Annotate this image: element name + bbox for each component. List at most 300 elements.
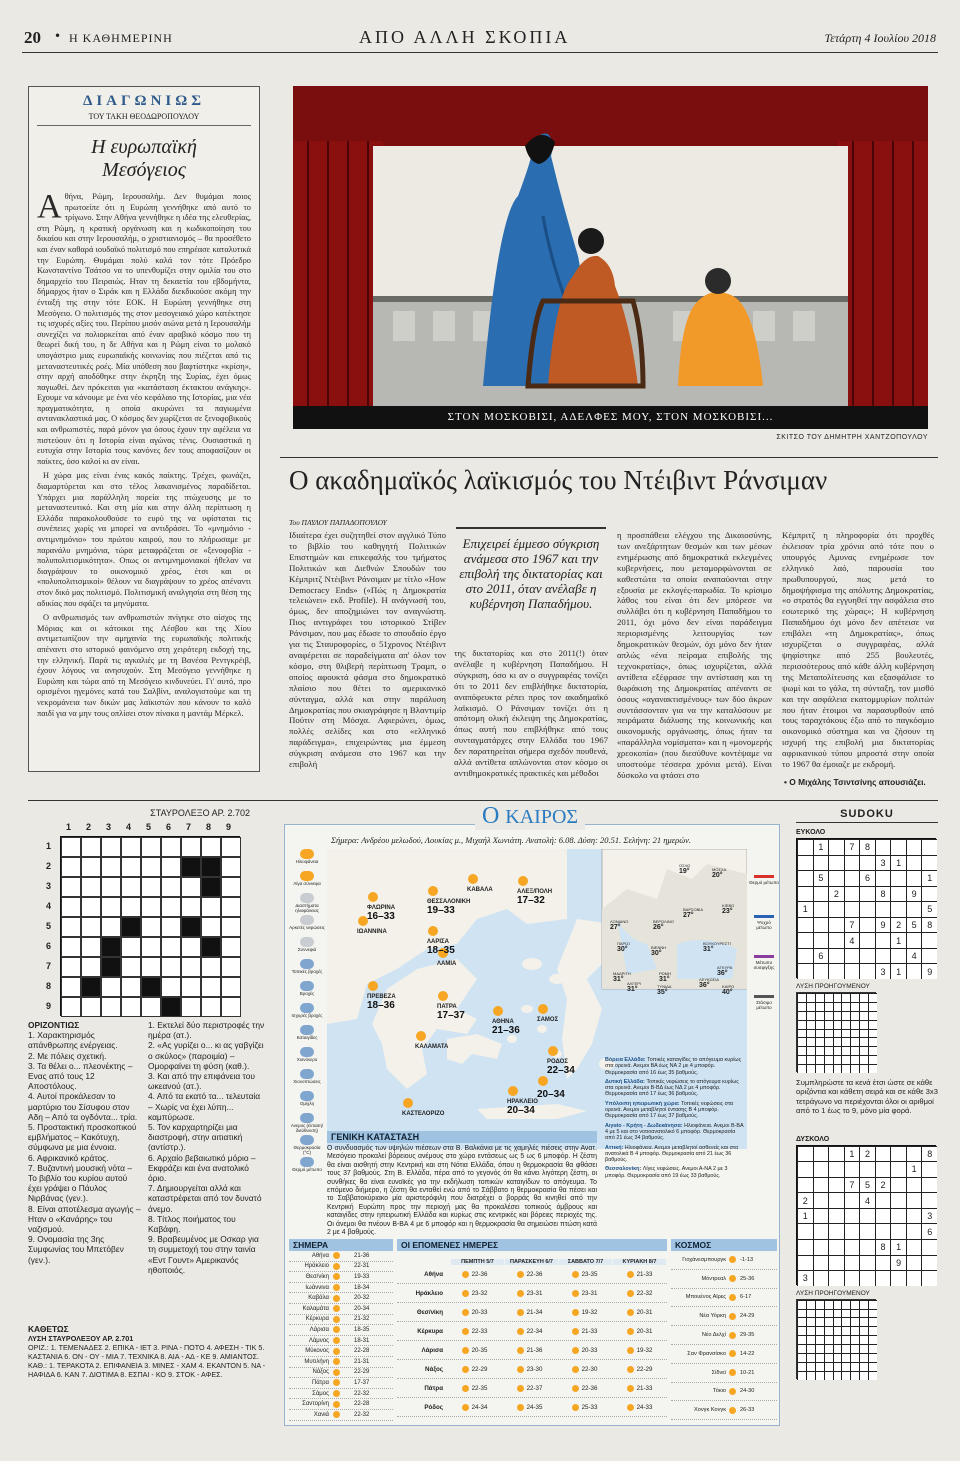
sudoku-cell xyxy=(824,1002,833,1011)
sudoku-cell[interactable] xyxy=(906,1146,922,1162)
crossword-cell[interactable] xyxy=(121,877,141,897)
sudoku-cell[interactable]: 4 xyxy=(906,948,922,964)
crossword-black-cell xyxy=(141,977,161,997)
sudoku-easy-grid[interactable] xyxy=(796,838,936,978)
sudoku-cell[interactable] xyxy=(828,1146,844,1162)
crossword-col-number: 5 xyxy=(146,822,152,832)
sudoku-cell xyxy=(824,1037,833,1046)
sudoku-cell[interactable] xyxy=(797,1255,813,1271)
crossword-cell[interactable] xyxy=(61,917,81,937)
sudoku-cell[interactable] xyxy=(921,1239,937,1255)
map-city xyxy=(492,1019,520,1036)
legend-label: Θερμοκρασία (°C) xyxy=(293,1145,321,1155)
sudoku-cell[interactable]: 9 xyxy=(875,917,891,933)
sudoku-cell[interactable] xyxy=(828,948,844,964)
sudoku-cell[interactable] xyxy=(828,963,844,979)
sudoku-cell[interactable] xyxy=(844,1223,860,1239)
crossword-cell[interactable] xyxy=(161,937,181,957)
crossword-col-number: 9 xyxy=(226,822,232,832)
sudoku-cell[interactable] xyxy=(875,1270,891,1286)
sudoku-cell[interactable]: 3 xyxy=(921,1208,937,1224)
crossword-cell[interactable] xyxy=(141,957,161,977)
crossword-cell[interactable] xyxy=(121,957,141,977)
sudoku-cell[interactable]: 2 xyxy=(859,1146,875,1162)
sudoku-cell[interactable] xyxy=(828,855,844,871)
crossword-cell[interactable] xyxy=(221,977,241,997)
map-city-name: ΑΛΕΞ/ΠΟΛΗ xyxy=(517,889,553,895)
sudoku-cell[interactable]: 6 xyxy=(813,948,829,964)
front-icon xyxy=(754,955,774,958)
crossword-cell[interactable] xyxy=(161,977,181,997)
crossword-cell[interactable] xyxy=(61,877,81,897)
sudoku-cell[interactable] xyxy=(828,1270,844,1286)
sudoku-cell[interactable] xyxy=(906,1223,922,1239)
crossword-cell[interactable] xyxy=(221,877,241,897)
sudoku-cell[interactable]: 5 xyxy=(921,901,937,917)
sudoku-cell[interactable]: 2 xyxy=(875,1177,891,1193)
sudoku-cell[interactable] xyxy=(859,948,875,964)
sudoku-cell[interactable]: 3 xyxy=(797,1270,813,1286)
crossword-cell[interactable] xyxy=(181,877,201,897)
sudoku-cell xyxy=(815,1300,824,1309)
world-temp: 26-33 xyxy=(740,1407,755,1414)
sudoku-cell[interactable] xyxy=(828,1177,844,1193)
sudoku-cell[interactable] xyxy=(797,886,813,902)
crossword-cell[interactable] xyxy=(221,897,241,917)
crossword-cell[interactable] xyxy=(201,997,221,1017)
sudoku-cell[interactable] xyxy=(844,886,860,902)
sudoku-hard-grid[interactable] xyxy=(796,1145,936,1285)
sudoku-cell[interactable] xyxy=(844,1270,860,1286)
crossword-cell[interactable] xyxy=(81,917,101,937)
sudoku-cell[interactable] xyxy=(859,886,875,902)
crossword-cell[interactable] xyxy=(121,997,141,1017)
sudoku-cell[interactable]: 8 xyxy=(875,1239,891,1255)
sudoku-cell[interactable] xyxy=(859,1270,875,1286)
sudoku-cell[interactable]: 6 xyxy=(859,870,875,886)
sudoku-cell[interactable] xyxy=(906,901,922,917)
sudoku-cell[interactable] xyxy=(813,917,829,933)
sudoku-cell[interactable] xyxy=(828,932,844,948)
crossword-cell[interactable] xyxy=(221,857,241,877)
sudoku-cell[interactable] xyxy=(906,855,922,871)
sudoku-cell[interactable]: 2 xyxy=(797,1192,813,1208)
crossword-black-cell xyxy=(201,857,221,877)
sudoku-cell[interactable] xyxy=(906,839,922,855)
crossword-cell[interactable] xyxy=(161,877,181,897)
crossword-cell[interactable] xyxy=(101,977,121,997)
sudoku-cell[interactable] xyxy=(890,1223,906,1239)
map-city xyxy=(507,1099,538,1116)
sudoku-cell[interactable] xyxy=(797,932,813,948)
sudoku-cell[interactable]: 2 xyxy=(828,886,844,902)
crossword-cell[interactable] xyxy=(141,857,161,877)
sudoku-cell[interactable]: 8 xyxy=(921,917,937,933)
crossword-cell[interactable] xyxy=(81,897,101,917)
crossword-cell[interactable] xyxy=(161,917,181,937)
sudoku-cell[interactable] xyxy=(859,855,875,871)
sudoku-cell[interactable] xyxy=(890,1192,906,1208)
crossword-cell[interactable] xyxy=(101,877,121,897)
crossword-cell[interactable] xyxy=(81,837,101,857)
sudoku-cell[interactable] xyxy=(875,901,891,917)
sudoku-cell[interactable]: 7 xyxy=(844,1177,860,1193)
sudoku-cell xyxy=(841,1353,850,1362)
legend-label: Αρκετές νεφώσεις xyxy=(289,925,325,930)
sudoku-cell[interactable]: 9 xyxy=(906,886,922,902)
sudoku-cell xyxy=(833,1002,842,1011)
sudoku-cell[interactable]: 6 xyxy=(921,1223,937,1239)
europe-city-name: ΒΑΡΣΟΒΙΑ xyxy=(683,907,704,912)
sudoku-cell[interactable] xyxy=(828,1192,844,1208)
sudoku-cell[interactable] xyxy=(890,1177,906,1193)
sudoku-cell[interactable] xyxy=(906,1239,922,1255)
sudoku-cell[interactable]: 4 xyxy=(844,932,860,948)
sudoku-cell xyxy=(797,1300,806,1309)
sudoku-cell[interactable] xyxy=(797,963,813,979)
sudoku-cell[interactable] xyxy=(921,855,937,871)
crossword-grid[interactable] xyxy=(60,836,240,1016)
sudoku-cell[interactable] xyxy=(797,917,813,933)
crossword-cell[interactable] xyxy=(61,857,81,877)
crossword-cell[interactable] xyxy=(221,997,241,1017)
sudoku-cell[interactable]: 1 xyxy=(797,1208,813,1224)
sudoku-cell[interactable] xyxy=(828,1208,844,1224)
sudoku-cell[interactable] xyxy=(890,1270,906,1286)
sudoku-cell[interactable] xyxy=(859,1255,875,1271)
crossword-cell[interactable] xyxy=(141,917,161,937)
crossword-cell[interactable] xyxy=(121,977,141,997)
sudoku-cell[interactable] xyxy=(859,1161,875,1177)
sudoku-cell[interactable] xyxy=(813,1239,829,1255)
crossword-cell[interactable] xyxy=(61,937,81,957)
sudoku-cell[interactable]: 5 xyxy=(813,870,829,886)
sudoku-cell[interactable]: 1 xyxy=(797,901,813,917)
sudoku-cell[interactable] xyxy=(906,1255,922,1271)
sudoku-cell[interactable] xyxy=(875,1208,891,1224)
crossword-cell[interactable] xyxy=(181,977,201,997)
sudoku-cell[interactable] xyxy=(906,1270,922,1286)
crossword-cell[interactable] xyxy=(81,857,101,877)
sudoku-cell[interactable]: 9 xyxy=(921,963,937,979)
sudoku-cell[interactable] xyxy=(844,1208,860,1224)
sudoku-cell[interactable] xyxy=(844,1239,860,1255)
sudoku-cell[interactable]: 3 xyxy=(875,855,891,871)
sudoku-cell[interactable] xyxy=(828,901,844,917)
sudoku-cell[interactable]: 4 xyxy=(859,1192,875,1208)
sudoku-cell[interactable] xyxy=(875,1192,891,1208)
sudoku-cell[interactable] xyxy=(859,932,875,948)
sudoku-cell[interactable]: 9 xyxy=(890,1255,906,1271)
crossword-cell[interactable] xyxy=(161,857,181,877)
sudoku-cell[interactable] xyxy=(813,1255,829,1271)
europe-city xyxy=(657,984,671,996)
crossword-cell[interactable] xyxy=(81,957,101,977)
sudoku-cell[interactable]: 8 xyxy=(921,1146,937,1162)
sudoku-cell[interactable] xyxy=(828,917,844,933)
crossword-black-cell xyxy=(101,937,121,957)
sudoku-cell[interactable] xyxy=(797,855,813,871)
today-row xyxy=(289,1272,393,1283)
sudoku-cell[interactable] xyxy=(813,1223,829,1239)
crossword-cell[interactable] xyxy=(201,977,221,997)
sudoku-cell[interactable] xyxy=(875,1223,891,1239)
today-row xyxy=(289,1325,393,1336)
across-clue: 2. Με πόλεις σχετική. xyxy=(28,1050,107,1061)
sudoku-cell[interactable] xyxy=(797,1161,813,1177)
sudoku-cell[interactable] xyxy=(828,870,844,886)
sudoku-cell[interactable] xyxy=(890,886,906,902)
sudoku-cell[interactable] xyxy=(890,870,906,886)
crossword-cell[interactable] xyxy=(61,897,81,917)
crossword-cell[interactable] xyxy=(121,837,141,857)
sudoku-cell[interactable] xyxy=(828,1239,844,1255)
sudoku-cell[interactable] xyxy=(813,1177,829,1193)
sudoku-cell[interactable] xyxy=(890,1146,906,1162)
sudoku-cell[interactable]: 8 xyxy=(875,886,891,902)
europe-city-temp: 23° xyxy=(722,908,733,915)
sudoku-cell[interactable] xyxy=(844,855,860,871)
sudoku-cell xyxy=(815,993,824,1002)
sudoku-cell[interactable] xyxy=(859,1239,875,1255)
sudoku-cell[interactable] xyxy=(813,932,829,948)
crossword-cell[interactable] xyxy=(141,997,161,1017)
sun-icon xyxy=(517,1366,524,1373)
crossword-cell[interactable] xyxy=(61,977,81,997)
general-conditions xyxy=(327,1131,597,1237)
sudoku-cell[interactable]: 7 xyxy=(844,839,860,855)
sudoku-cell[interactable] xyxy=(844,1161,860,1177)
sudoku-cell[interactable] xyxy=(813,1146,829,1162)
article-top-rule xyxy=(280,457,938,458)
crossword-cell[interactable] xyxy=(141,837,161,857)
sudoku-cell[interactable] xyxy=(813,1192,829,1208)
sudoku-cell[interactable] xyxy=(797,1146,813,1162)
sudoku-cell[interactable]: 1 xyxy=(813,839,829,855)
sudoku-cell[interactable] xyxy=(828,1161,844,1177)
sudoku-cell[interactable] xyxy=(875,1255,891,1271)
today-city: Μύκονος xyxy=(305,1348,329,1355)
sudoku-cell[interactable] xyxy=(844,1255,860,1271)
sudoku-cell[interactable] xyxy=(921,1255,937,1271)
next-cell xyxy=(447,1271,502,1278)
crossword-cell[interactable] xyxy=(221,917,241,937)
crossword-cell[interactable] xyxy=(61,957,81,977)
crossword-col-number: 6 xyxy=(166,822,172,832)
sudoku-cell[interactable] xyxy=(844,901,860,917)
crossword-cell[interactable] xyxy=(161,957,181,977)
sudoku-cell xyxy=(797,1362,806,1371)
crossword-cell[interactable] xyxy=(161,897,181,917)
sudoku-cell[interactable] xyxy=(797,1239,813,1255)
sudoku-cell[interactable] xyxy=(813,1161,829,1177)
sudoku-cell xyxy=(850,1002,859,1011)
legend-item xyxy=(749,875,779,885)
sudoku-cell[interactable] xyxy=(844,870,860,886)
sudoku-cell[interactable] xyxy=(844,963,860,979)
crossword-cell[interactable] xyxy=(221,957,241,977)
map-city xyxy=(537,1089,565,1100)
sudoku-cell[interactable] xyxy=(890,1161,906,1177)
sudoku-cell[interactable] xyxy=(813,901,829,917)
sudoku-cell[interactable] xyxy=(890,839,906,855)
sudoku-cell[interactable] xyxy=(921,1177,937,1193)
sudoku-cell[interactable] xyxy=(875,839,891,855)
sudoku-cell[interactable] xyxy=(890,1208,906,1224)
sudoku-cell[interactable]: 7 xyxy=(844,917,860,933)
sun-icon xyxy=(517,1404,524,1411)
next-temp: 20-35 xyxy=(471,1346,488,1354)
crossword-cell[interactable] xyxy=(181,997,201,1017)
crossword-cell[interactable] xyxy=(201,837,221,857)
across-clue: 1. Χαρακτηρισμός απάνθρωπης ενέργειας. xyxy=(28,1030,118,1051)
crossword-cell[interactable] xyxy=(221,837,241,857)
sudoku-cell[interactable] xyxy=(906,1192,922,1208)
crossword-cell[interactable] xyxy=(201,957,221,977)
sudoku-cell[interactable] xyxy=(875,1146,891,1162)
sudoku-cell[interactable] xyxy=(859,1223,875,1239)
sudoku-cell[interactable] xyxy=(797,1223,813,1239)
sudoku-cell xyxy=(850,1037,859,1046)
sudoku-cell[interactable] xyxy=(813,1208,829,1224)
sudoku-cell[interactable] xyxy=(921,948,937,964)
crossword-cell[interactable] xyxy=(201,897,221,917)
crossword-black-cell xyxy=(121,917,141,937)
sudoku-cell[interactable]: 3 xyxy=(875,963,891,979)
sudoku-cell[interactable] xyxy=(859,963,875,979)
crossword-cell[interactable] xyxy=(141,897,161,917)
sudoku-cell[interactable] xyxy=(906,932,922,948)
sudoku-cell[interactable] xyxy=(890,948,906,964)
region-name: Υπόλοιπη ηπειρωτική χώρα: xyxy=(605,1100,682,1107)
article-paragraph: Κέμπριτζ η πληροφορία ότι προχθές έκλεισαν τρία χρόνια από τότε που ο υπουργός Αμυνας ενημέρωσε τον ελληνικό λαό, παρουσία του πρωθυπουργού, πως μετά το δημοψήφισμα της απόλυτης Δημοκρατίας, «ο στρατός θα εγγυηθεί την ασφάλεια στο εσωτερικό της χώρας»; Η κυβέρνηση Παπαδήμου όχι μόνο δεν απέτεισε να επιβάλει «τη Δημοκρατίας», όπως ισχυρίζεται ο συγγραφέας, αλλά ψηφίστηκε από 255 βουλευτές, περισσότερους από κάθε άλλη κυβέρνηση της Μεταπολίτευσης και εξασφάλισε το ψωμί και το γάλα, τη σύνταξη, τον μισθό και την ασφάλεια εκατομμυρίων πολιτών που ήταν έτοιμοι να παρασυρθούν από τους ταραχτάκους έξω από το παγκόσμιο οικονομικό σύστημα και να ζήσουν τη ισχυρή της επιβολή μια δικτατορίας αφρικανικού τύπου μπροστά στην οποία το 1967 θα έμοιαζε με εκδρομή. xyxy=(782,530,934,770)
crossword-cell[interactable] xyxy=(181,837,201,857)
sudoku-cell[interactable]: 8 xyxy=(859,839,875,855)
today-temp: 17-37 xyxy=(354,1379,370,1386)
crossword-cell[interactable] xyxy=(61,997,81,1017)
crossword-cell[interactable] xyxy=(81,997,101,1017)
sudoku-cell[interactable]: 2 xyxy=(890,917,906,933)
sudoku-cell[interactable] xyxy=(813,1270,829,1286)
sudoku-cell[interactable] xyxy=(859,901,875,917)
crossword-cell[interactable] xyxy=(201,917,221,937)
sudoku-cell[interactable] xyxy=(828,1223,844,1239)
sun-icon xyxy=(333,1316,340,1323)
crossword-cell[interactable] xyxy=(141,877,161,897)
sudoku-cell[interactable]: 1 xyxy=(890,1239,906,1255)
sudoku-cell[interactable]: 1 xyxy=(890,855,906,871)
sudoku-cell[interactable] xyxy=(921,886,937,902)
article-pullquote: Επιχειρεί έμμεσο σύγκριση ανάμεσα στο 1967 και την επιβολή της δικτατορίας και στο 2011, όταν ανέλαβε η κυβέρνηση Παπαδήμου. xyxy=(459,536,603,611)
today-row xyxy=(289,1315,393,1326)
sudoku-cell[interactable] xyxy=(921,1270,937,1286)
crossword-cell[interactable] xyxy=(101,997,121,1017)
next-temp: 19-32 xyxy=(636,1346,653,1354)
crossword-cell[interactable] xyxy=(141,937,161,957)
article-headline: Ο ακαδημαϊκός λαϊκισμός του Ντέιβιντ Ράνσιμαν xyxy=(289,465,828,495)
sudoku-cell[interactable] xyxy=(921,1161,937,1177)
sudoku-cell[interactable]: 1 xyxy=(890,932,906,948)
europe-city-temp: 27° xyxy=(610,924,621,931)
sudoku-cell[interactable] xyxy=(844,948,860,964)
crossword-cell[interactable] xyxy=(81,937,101,957)
sudoku-cell[interactable] xyxy=(921,932,937,948)
sudoku-cell[interactable] xyxy=(797,948,813,964)
sudoku-cell[interactable] xyxy=(859,1208,875,1224)
sudoku-cell xyxy=(815,1317,824,1326)
next-cell xyxy=(557,1328,612,1335)
europe-city-temp: 20° xyxy=(712,872,723,879)
legend-item xyxy=(749,995,779,1010)
sudoku-cell[interactable] xyxy=(875,1161,891,1177)
sudoku-cell[interactable] xyxy=(875,870,891,886)
crossword-row-number: 6 xyxy=(46,941,52,951)
today-city: Λάρισα xyxy=(309,1326,329,1333)
sudoku-cell[interactable] xyxy=(921,1192,937,1208)
sudoku-cell[interactable] xyxy=(859,917,875,933)
sudoku-cell[interactable]: 5 xyxy=(859,1177,875,1193)
sun-icon xyxy=(729,1313,736,1320)
sudoku-cell[interactable] xyxy=(828,839,844,855)
crossword-cell[interactable] xyxy=(121,857,141,877)
crossword-cell[interactable] xyxy=(181,897,201,917)
crossword-cell[interactable] xyxy=(101,837,121,857)
sudoku-cell[interactable] xyxy=(921,839,937,855)
sudoku-cell[interactable] xyxy=(797,870,813,886)
sudoku-cell[interactable] xyxy=(797,839,813,855)
sudoku-cell[interactable] xyxy=(844,1192,860,1208)
solution-down: ΚΑΘ.: 1. ΤΕΡΑΚΟΤΑ 2. ΕΠΙΦΑΝΕΙΑ 3. ΜΙΝΕΣ - ΧΑΜ 4. ΕΚΑΝΤΟΝ 5. ΝΑ - ΗΑΦΙΔΑ 6. ΚΑΝ 7. ΔΙΟΤΙΜΑ 8. ΕΣΠΑΙ - ΚΟ 9. ΣΤΟΚ - ΑΦΕΣ. xyxy=(28,1361,266,1379)
sudoku-cell[interactable] xyxy=(875,948,891,964)
next-city: Πάτρα xyxy=(424,1384,443,1392)
sudoku-cell[interactable] xyxy=(906,1208,922,1224)
europe-city-temp: 31° xyxy=(659,976,670,983)
crossword-cell[interactable] xyxy=(161,837,181,857)
crossword-cell[interactable] xyxy=(101,857,121,877)
sudoku-cell[interactable] xyxy=(828,1255,844,1271)
sudoku-cell[interactable] xyxy=(813,855,829,871)
sudoku-cell[interactable]: 1 xyxy=(890,963,906,979)
crossword-cell[interactable] xyxy=(121,937,141,957)
crossword-cell[interactable] xyxy=(221,937,241,957)
today-temp: 22-32 xyxy=(354,1411,370,1418)
crossword-cell[interactable] xyxy=(101,917,121,937)
sudoku-cell[interactable] xyxy=(890,901,906,917)
sudoku-cell[interactable] xyxy=(906,870,922,886)
next-city: Κέρκυρα xyxy=(417,1327,443,1335)
sudoku-cell[interactable]: 5 xyxy=(906,917,922,933)
crossword-cell[interactable] xyxy=(81,877,101,897)
sudoku-cell[interactable] xyxy=(813,886,829,902)
crossword-cell[interactable] xyxy=(181,957,201,977)
sudoku-cell[interactable] xyxy=(813,963,829,979)
sudoku-cell[interactable] xyxy=(906,963,922,979)
crossword-cell[interactable] xyxy=(61,837,81,857)
sudoku-cell[interactable] xyxy=(797,1177,813,1193)
crossword-cell[interactable] xyxy=(101,897,121,917)
sudoku-cell[interactable]: 1 xyxy=(906,1161,922,1177)
sudoku-cell[interactable]: 1 xyxy=(844,1146,860,1162)
sudoku-cell xyxy=(797,1353,806,1362)
crossword-cell[interactable] xyxy=(181,937,201,957)
crossword-cell[interactable] xyxy=(121,897,141,917)
sudoku-cell[interactable] xyxy=(875,932,891,948)
sudoku-cell[interactable]: 1 xyxy=(921,870,937,886)
sudoku-cell xyxy=(850,1020,859,1029)
sudoku-cell[interactable] xyxy=(906,1177,922,1193)
column-paragraph: Η χώρα μας είναι ένας κακός παίκτης. Τρέχει, φωνάζει, διαμαρτύρεται και στο τέλος λακανισμένος παραδίδεται. Υπάρχει μια παράλληλη πορεία της πτώχευσης με το μεταναστευτικό. Και στη μία και στην άλλη περίπτωση η Ελλάδα παρακολουθούσε το ευρύ της να υφίσταται τις συνέπειες χωρίς να μπορεί να αντιδράσει. Το «μνημόνιο - αντιμνημόνιο» του πρώτου καιρού, που το πλήρωσαμε με παρανάλυ μνημόνια, τώρα μεταφράζεται σε «ξενοφοβία - πολυπολιτισμικότητα». Οπως οι αντιμνημονιακοί ήθελαν να διαγράψουν το οικονομικό χρέος, έτσι και οι «πολυπολιτισμικοί» θέλουν να διαγράψουν το χρέος απέναντι στον δικό μας πολιτισμό. Πολιτισμική αναλγησία στη θέση της αδικίας που σφάζει τα μηνύματα. xyxy=(37,471,251,608)
legend-weather-icon xyxy=(300,849,314,859)
